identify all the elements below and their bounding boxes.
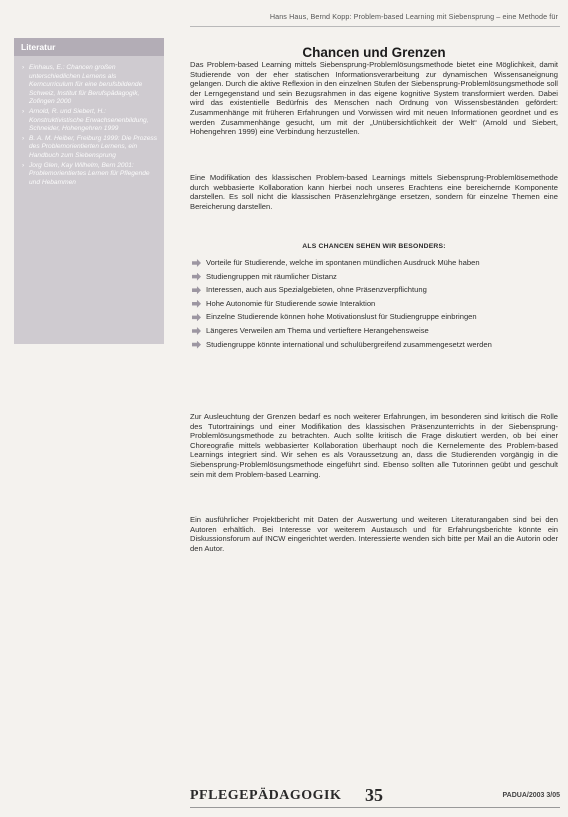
chance-item bbox=[190, 340, 558, 350]
chance-item bbox=[190, 258, 558, 268]
arrow-right-icon bbox=[192, 286, 201, 294]
literature-sidebar bbox=[14, 38, 164, 344]
chance-text: Einzelne Studierende können hohe Motivationslust für Studiengruppe einbringen bbox=[206, 312, 477, 322]
chance-text: Studiengruppe könnte international und schulübergreifend zusammengesetzt werden bbox=[206, 339, 492, 349]
arrow-right-icon bbox=[192, 341, 201, 349]
chance-item bbox=[190, 326, 558, 336]
article-title: Chancen und Grenzen bbox=[302, 45, 446, 61]
chances-list bbox=[190, 258, 558, 353]
literature-item: › B. A. M. Heiber, Freiburg 1999: Die Prozess des Problemorientierten Lernens, ein Handbuch zum Siebensprung bbox=[22, 135, 158, 161]
chance-item bbox=[190, 299, 558, 309]
limits-paragraph: Zur Ausleuchtung der Grenzen bedarf es noch weiterer Erfahrungen, im besonderen sind kritisch die Rolle des Tutortrainings und einer Modifikation des klassischen Präsenzunterrichts in der Siebensprung-Problemlösungsmethode zu betrachten. Auch sollte kritisch die Frage diskutiert werden, ob bei einer Choreografie mittels webbasierter Kollaboration überhaupt noch die Kernelemente des Problem-based Learnings integriert sind. Wir sehen es als Voraussetzung an, dass die Studierenden vorgängig in die Siebensprung-Problemlösungsmethode eingeführt sind. Ebenso sollten alle Tutorinnen geübt und geschult sein mit dem Problem-based Learning. bbox=[190, 412, 558, 479]
modification-paragraph: Eine Modifikation des klassischen Problem-based Learnings mittels Siebensprung-Problemlösemethode durch webbasierte Kollaboration kann hierbei noch unseres Erachtens eine bereichernde Komponente darstellen. Es soll nicht die klassischen Präsenzlehrgänge ersetzen, sondern für einzelne Themen eine Bereicherung darstellen. bbox=[190, 173, 558, 211]
footer-rule bbox=[190, 807, 560, 808]
arrow-right-icon bbox=[192, 327, 201, 335]
chance-text: Längeres Verweilen am Thema und vertieftere Herangehensweise bbox=[206, 325, 429, 335]
chance-text: Interessen, auch aus Spezialgebieten, ohne Präsenzverpflichtung bbox=[206, 285, 427, 295]
arrow-right-icon bbox=[192, 313, 201, 321]
page-number: 35 bbox=[365, 785, 383, 805]
arrow-right-icon bbox=[192, 273, 201, 281]
journal-brand: PFLEGEPÄDAGOGIK bbox=[190, 788, 342, 803]
closing-paragraph: Ein ausführlicher Projektbericht mit Daten der Auswertung und weiteren Literaturangaben sind bei den Autoren erhältlich. Bei Interesse vor weiterem Austausch und für Erfahrungsberichte könnte ein Diskussionsforum auf INCW eingerichtet werden. Interessierte wenden sich bitte per Mail an die Autorin oder den Autor. bbox=[190, 515, 558, 553]
sidebar-title: Literatur bbox=[14, 38, 164, 56]
chance-text: Vorteile für Studierende, welche im spontanen mündlichen Ausdruck Mühe haben bbox=[206, 258, 480, 267]
issue-label: PADUA/2003 3/05 bbox=[502, 792, 560, 799]
arrow-right-icon bbox=[192, 259, 201, 267]
literature-item: › Jorg Glen, Kay Wilhelm, Bern 2001: Problemorientiertes Lernen für Pflegende und Hebammen bbox=[22, 162, 158, 188]
running-head: Hans Haus, Bernd Kopp: Problem-based Learning mit Siebensprung – eine Methode für bbox=[269, 12, 558, 21]
literature-item: › Arnold, R. und Siebert, H.: Konstruktivistische Erwachsenenbildung, Schneider, Hohengehren 1999 bbox=[22, 108, 158, 134]
literature-list bbox=[14, 56, 164, 187]
intro-paragraph: Das Problem-based Learning mittels Siebensprung-Problemlösungsmethode bietet eine Möglichkeit, damit Studierende von der eher statischen Informationsverarbeitung zur dynamischen Wissensaneignung gelangen. Durch die aktive Reflexion in den einzelnen Stufen der Siebensprung-Problemlösungsmethode soll der Lerngegenstand und sein Bezugsrahmen in das eigene kognitive System transformiert werden. Dabei wird das existentielle Bedürfnis des Menschen nach Ordnung von Wissensbeständen gefördert: Zusammenhänge mit früheren Erfahrungen und Vorwissen wird mit neuen Informationen geordnet und es werden Zusammenhänge gesucht, um mit der „Unübersichtlichkeit der Welt“ (Arnold und Siebert, Hohengehren 1999) eine Verbindung herzustellen. bbox=[190, 60, 558, 137]
literature-item: › Einhaus, E.: Chancen großen unterschiedlichen Lernens als Kerncurriculum für eine berufsbildende Schweiz, Institut für Berufspädagogik, Zofingen 2000 bbox=[22, 64, 158, 107]
chance-item bbox=[190, 272, 558, 282]
arrow-right-icon bbox=[192, 300, 201, 308]
chance-text: Studiengruppen mit räumlicher Distanz bbox=[206, 271, 337, 281]
chance-text: Hohe Autonomie für Studierende sowie Interaktion bbox=[206, 298, 376, 308]
header-rule bbox=[190, 26, 560, 27]
chance-item bbox=[190, 285, 558, 295]
chances-heading: ALS CHANCEN SEHEN WIR BESONDERS: bbox=[302, 243, 446, 250]
chance-item bbox=[190, 312, 558, 322]
